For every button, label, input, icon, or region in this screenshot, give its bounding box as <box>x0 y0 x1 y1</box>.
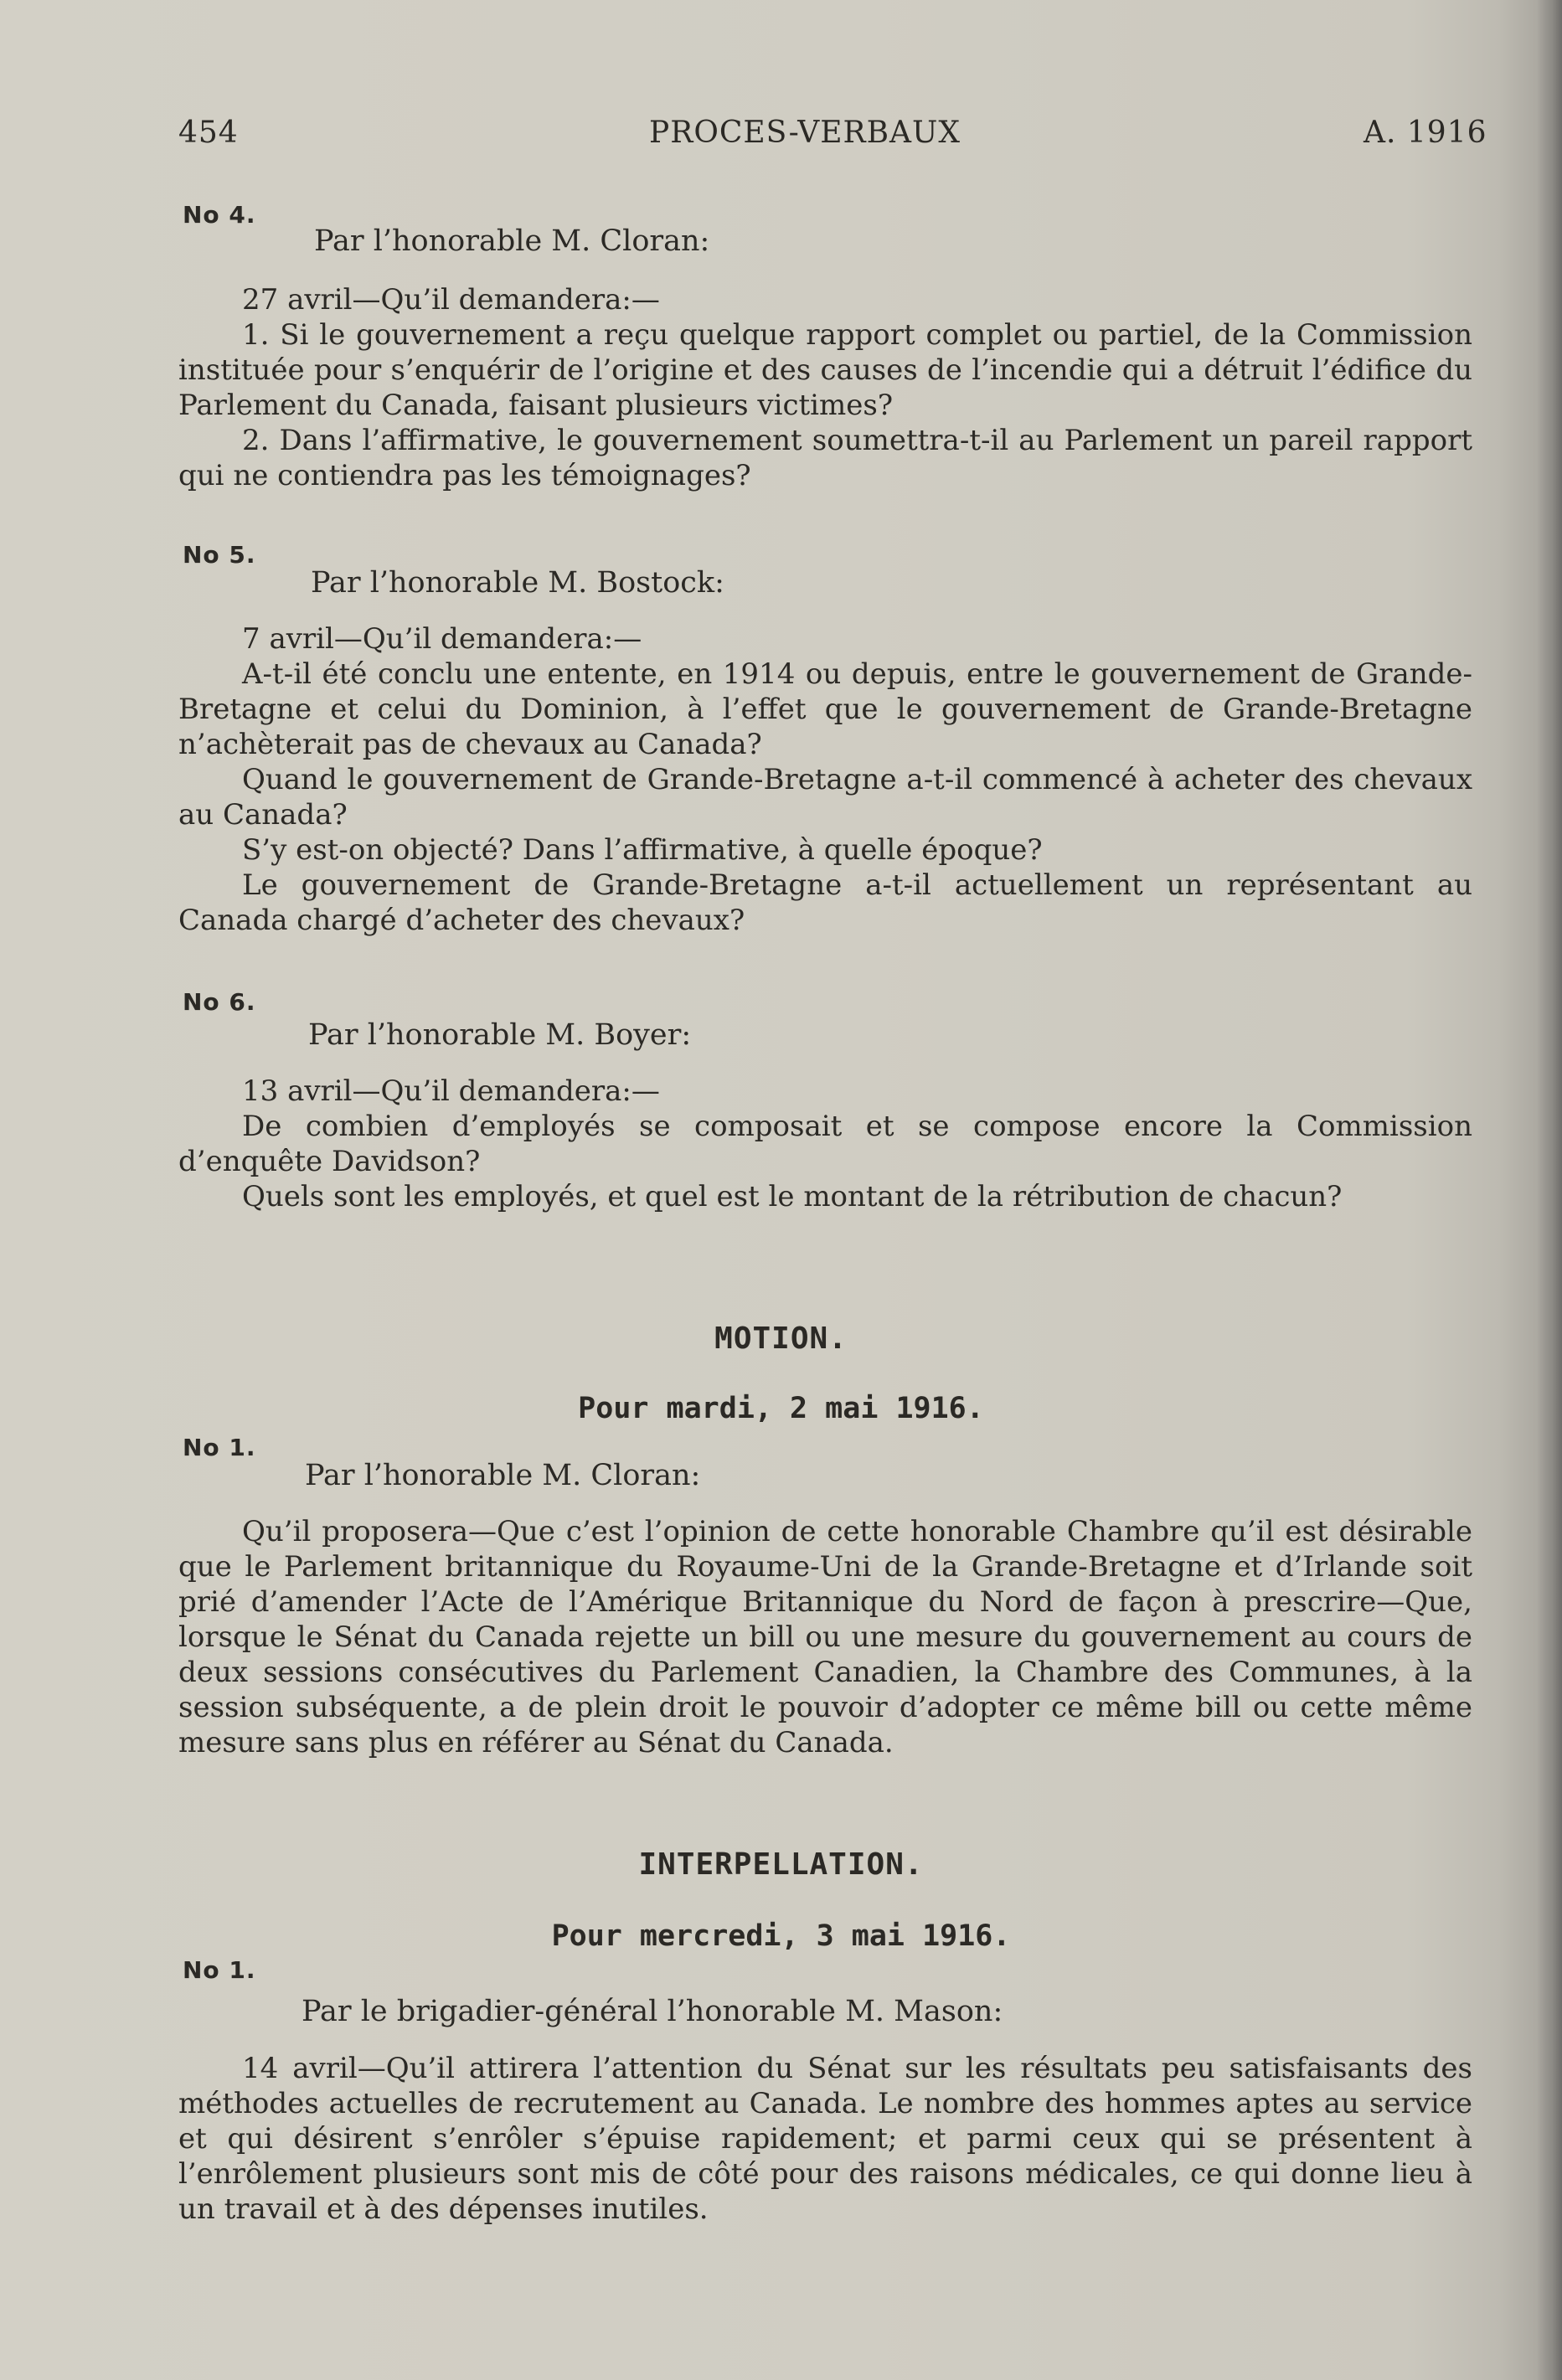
interpellation-date-heading: Pour mercredi, 3 mai 1916. <box>551 1919 1011 1953</box>
question-6-author: Par l’honorable M. Boyer: <box>308 1018 692 1052</box>
question-5-body <box>178 621 1472 938</box>
motion-body <box>178 1514 1472 1760</box>
motion-author: Par l’honorable M. Cloran: <box>305 1459 701 1492</box>
question-5-item-2: Quand le gouvernement de Grande-Bretagne a-t-il commencé à acheter des chevaux au Canada? <box>178 763 1472 832</box>
interpellation-text: 14 avril—Qu’il attirera l’attention du Sénat sur les résultats peu satisfaisants des méthodes actuelles de recrutement au Canada. Le nombre des hommes aptes au service et qui désirent s’enrôler s’épuise rapidement; et parmi ceux qui se présentent à l’enrôlement plusieurs sont mis de côté pour des raisons médicales, ce qui donne lieu à un travail et à des dépenses inutiles. <box>178 2052 1472 2226</box>
page-edge-shadow <box>1537 0 1562 2380</box>
interpellation-heading: INTERPELLATION. <box>638 1847 924 1882</box>
interpellation-number: No 1. <box>183 1956 256 1984</box>
question-4-body <box>178 282 1472 493</box>
question-5-item-1: A-t-il été conclu une entente, en 1914 ou depuis, entre le gouvernement de Grande-Bretagne et celui du Dominion, à l’effet que le gouvernement de Grande-Bretagne n’achèterait pas de chevaux au Canada? <box>178 657 1472 761</box>
question-6-item-2: Quels sont les employés, et quel est le montant de la rétribution de chacun? <box>242 1180 1343 1213</box>
question-number-4: No 4. <box>183 201 256 229</box>
year-label: A. 1916 <box>1364 116 1487 150</box>
question-5-item-3: S’y est-on objecté? Dans l’affirmative, à quelle époque? <box>242 833 1043 867</box>
question-4-date: 27 avril—Qu’il demandera:— <box>242 283 660 317</box>
motion-date-heading: Pour mardi, 2 mai 1916. <box>578 1392 984 1425</box>
question-4-item-1: 1. Si le gouvernement a reçu quelque rapport complet ou partiel, de la Commission instituée pour s’enquérir de l’origine et des causes de l’incendie qui a détruit l’édifice du Parlement du Canada, faisant plusieurs victimes? <box>178 318 1472 422</box>
motion-heading: MOTION. <box>714 1321 848 1356</box>
interpellation-author: Par le brigadier-général l’honorable M. Mason: <box>302 1995 1003 2028</box>
question-6-body <box>178 1074 1472 1214</box>
question-5-author: Par l’honorable M. Bostock: <box>311 566 724 600</box>
question-number-5: No 5. <box>183 541 256 569</box>
running-title: PROCES-VERBAUX <box>649 116 961 150</box>
motion-text: Qu’il proposera—Que c’est l’opinion de cette honorable Chambre qu’il est désirable que le Parlement britannique du Royaume-Uni de la Grande-Bretagne et d’Irlande soit prié d’amender l’Acte de l’Amérique Britannique du Nord de façon à prescrire—Que, lorsque le Sénat du Canada rejette un bill ou une mesure du gouvernement au cours de deux sessions consécutives du Parlement Canadien, la Chambre des Communes, à la session subséquente, a de plein droit le pouvoir d’adopter ce même bill ou cette même mesure sans plus en référer au Sénat du Canada. <box>178 1515 1472 1759</box>
interpellation-body <box>178 2051 1472 2227</box>
question-4-author: Par l’honorable M. Cloran: <box>314 224 710 258</box>
question-number-6: No 6. <box>183 988 256 1016</box>
question-4-item-2: 2. Dans l’affirmative, le gouvernement soumettra-t-il au Parlement un pareil rapport qui ne contiendra pas les témoignages? <box>178 424 1472 492</box>
page-number: 454 <box>178 116 239 150</box>
question-5-item-4: Le gouvernement de Grande-Bretagne a-t-il actuellement un représentant au Canada chargé d’acheter des chevaux? <box>178 868 1472 937</box>
question-5-date: 7 avril—Qu’il demandera:— <box>242 622 642 656</box>
question-6-item-1: De combien d’employés se composait et se compose encore la Commission d’enquête Davidson? <box>178 1110 1472 1178</box>
question-6-date: 13 avril—Qu’il demandera:— <box>242 1074 660 1108</box>
motion-number: No 1. <box>183 1434 256 1461</box>
